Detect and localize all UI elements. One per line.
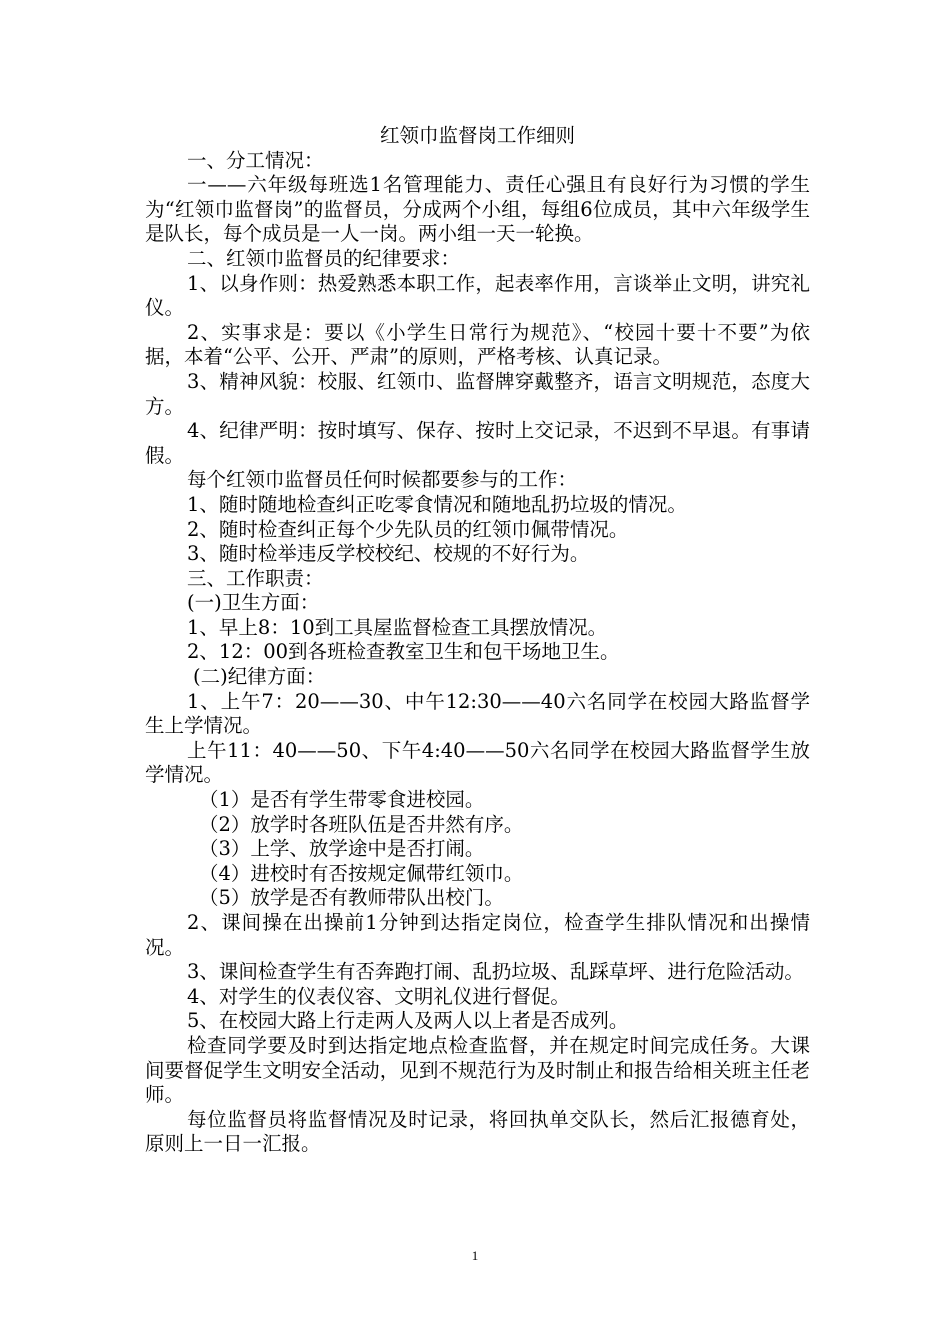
discipline-item-1: 1、上午7：20——30、中午12:30——40六名同学在校园大路监督学生上学情况。 — [145, 689, 810, 738]
document-title: 红领巾监督岗工作细则 — [379, 124, 575, 147]
paragraph-selection: 一——六年级每班选1名管理能力、责任心强且有良好行为习惯的学生为“红领巾监督岗”的监督员，分成两个小组，每组6位成员，其中六年级学生是队长，每个成员是一人一岗。两小组一天一轮换。 — [145, 173, 810, 246]
discipline-item-2: 2、课间操在出操前1分钟到达指定岗位，检查学生排队情况和出操情况。 — [145, 911, 810, 959]
work-item-2: 2、随时检查纠正每个少先队员的红领巾佩带情况。 — [187, 517, 629, 541]
rule-item-4: 4、纪律严明：按时填写、保存、按时上交记录，不迟到不早退。有事请假。 — [145, 419, 810, 467]
discipline-item-5: 5、在校园大路上行走两人及两人以上者是否成列。 — [187, 1009, 629, 1033]
discipline-item-3: 3、课间检查学生有否奔跑打闹、乱扔垃圾、乱踩草坪、进行危险活动。 — [187, 960, 804, 984]
hygiene-item-1: 1、早上8：10到工具屋监督检查工具摆放情况。 — [187, 615, 608, 639]
document-body — [145, 124, 810, 1157]
paragraph-inspection: 检查同学要及时到达指定地点检查监督，并在规定时间完成任务。大课间要督促学生文明安全活动，见到不规范行为及时制止和报告给相关班主任老师。 — [145, 1033, 810, 1107]
subheading-hygiene: (一)卫生方面： — [187, 591, 320, 615]
rule-item-1: 1、以身作则：热爱熟悉本职工作，起表率作用，言谈举止文明，讲究礼仪。 — [145, 271, 810, 320]
work-item-3: 3、随时检举违反学校校纪、校规的不好行为。 — [187, 542, 590, 566]
page-number: 1 — [471, 1248, 479, 1263]
discipline-item-4: 4、对学生的仪表仪容、文明礼仪进行督促。 — [187, 984, 570, 1008]
check-item-5: （5）放学是否有教师带队出校门。 — [199, 886, 504, 910]
section-heading-division: 一、分工情况： — [187, 148, 324, 172]
discipline-item-1-continued: 上午11：40——50、下午4:40——50六名同学在校园大路监督学生放学情况。 — [145, 738, 810, 787]
check-item-1: （1）是否有学生带零食进校园。 — [199, 788, 485, 812]
check-item-4: （4）进校时有否按规定佩带红领巾。 — [199, 861, 524, 885]
hygiene-item-2: 2、12：00到各班检查教室卫生和包干场地卫生。 — [187, 640, 620, 664]
section-heading-duties: 三、工作职责： — [187, 566, 324, 590]
check-item-2: （2）放学时各班队伍是否井然有序。 — [199, 812, 524, 836]
rule-item-2: 2、实事求是：要以《小学生日常行为规范》、“校园十要十不要”为依据，本着“公平、公开、严肃”的原则，严格考核、认真记录。 — [145, 320, 810, 369]
section-heading-discipline: 二、红领巾监督员的纪律要求： — [187, 246, 461, 270]
rule-item-3: 3、精神风貌：校服、红领巾、监督牌穿戴整齐，语言文明规范，态度大方。 — [145, 369, 810, 418]
work-item-1: 1、随时随地检查纠正吃零食情况和随地乱扔垃圾的情况。 — [187, 492, 687, 516]
subheading-all-time-work: 每个红领巾监督员任何时候都要参与的工作： — [187, 468, 578, 492]
paragraph-reporting: 每位监督员将监督情况及时记录，将回执单交队长，然后汇报德育处，原则上一日一汇报。 — [145, 1107, 810, 1156]
check-item-3: （3）上学、放学途中是否打闹。 — [199, 837, 485, 861]
subheading-discipline: (二)纪律方面： — [193, 665, 326, 689]
